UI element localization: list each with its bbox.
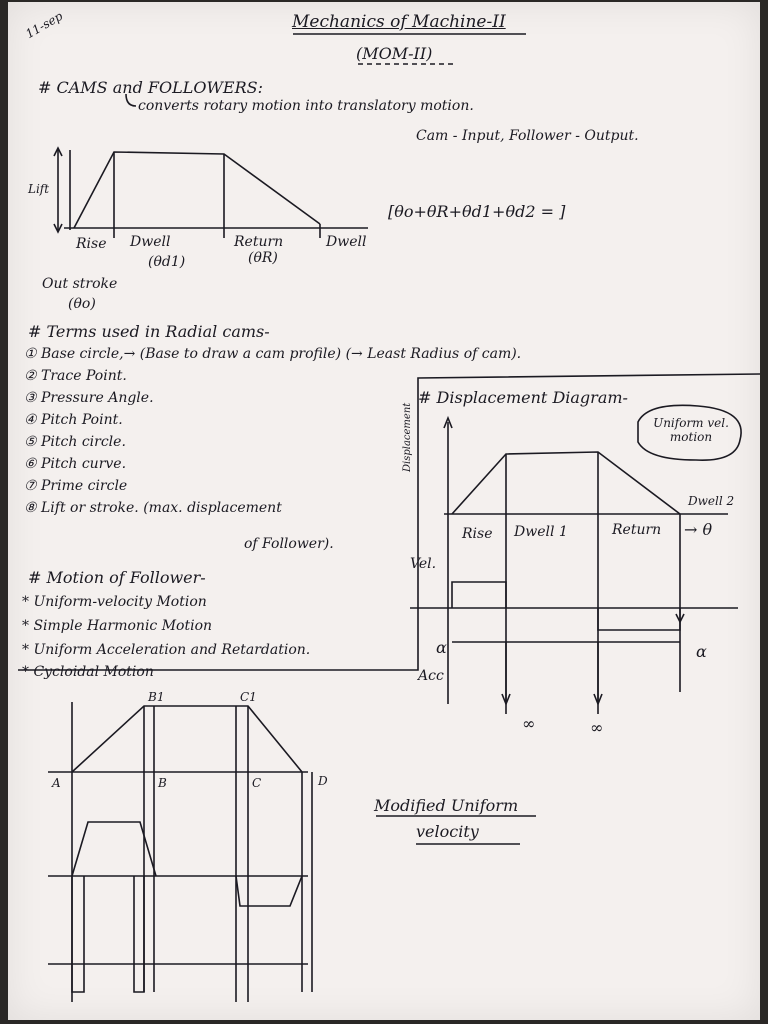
term-item: ③ Pressure Angle. xyxy=(24,390,154,406)
displacement-heading: # Displacement Diagram- xyxy=(418,388,628,407)
vel-return xyxy=(598,608,680,630)
cams-definition: converts rotary motion into translatory motion. xyxy=(138,98,474,114)
bottom-acc-block xyxy=(134,876,144,992)
caption-line1: Modified Uniform xyxy=(374,796,519,815)
alpha-right-label: α xyxy=(696,642,707,661)
term-item: ⑥ Pitch curve. xyxy=(24,456,127,472)
date-label: 11-sep xyxy=(23,8,66,42)
cams-input-output: Cam - Input, Follower - Output. xyxy=(416,128,639,144)
outstroke-label: Out stroke xyxy=(42,276,118,292)
label-dwell2: Dwell xyxy=(326,234,367,250)
terms-heading: # Terms used in Radial cams- xyxy=(28,322,270,341)
term-item: ⑤ Pitch circle. xyxy=(24,434,126,450)
bottom-curve xyxy=(72,706,302,772)
infinity-symbol: ∞ xyxy=(522,714,536,733)
angle-equation: [θo+θR+θd1+θd2 = ] xyxy=(388,202,566,221)
motion-item: * Uniform Acceleration and Retardation. xyxy=(22,642,311,658)
term-item-continuation: of Follower). xyxy=(244,536,334,552)
point-a: A xyxy=(52,776,61,790)
lift-label: Lift xyxy=(28,182,50,196)
disp-x-return: Return xyxy=(612,522,662,538)
outstroke-symbol: (θo) xyxy=(68,296,96,312)
label-return: Return xyxy=(234,234,284,250)
theta-label: → θ xyxy=(684,520,713,539)
dwell2-label: Dwell 2 xyxy=(688,494,735,508)
motion-item: * Uniform-velocity Motion xyxy=(22,594,207,610)
notebook-page xyxy=(8,2,760,1020)
term-item: ④ Pitch Point. xyxy=(24,412,123,428)
point-d: D xyxy=(318,774,328,788)
motion-heading: # Motion of Follower- xyxy=(28,568,206,587)
disp-y-label: Displacement xyxy=(402,402,413,472)
dwell-symbol: (θd1) xyxy=(148,254,186,270)
vel-rise xyxy=(452,582,506,608)
cams-heading: # CAMS and FOLLOWERS: xyxy=(38,78,263,97)
sketch1-lift-curve xyxy=(74,152,320,228)
term-item: ② Trace Point. xyxy=(24,368,127,384)
term-item: ① Base circle,→ (Base to draw a cam profile) (→ Least Radius of cam). xyxy=(24,346,522,362)
term-item: ⑧ Lift or stroke. (max. displacement xyxy=(24,500,282,516)
vel-label: Vel. xyxy=(410,556,437,572)
point-b: B xyxy=(158,776,167,790)
bottom-vel-curve xyxy=(236,876,302,906)
caption-line2: velocity xyxy=(416,822,479,841)
term-item: ⑦ Prime circle xyxy=(24,478,128,494)
return-symbol: (θR) xyxy=(248,250,278,266)
bubble-text: Uniform vel. motion xyxy=(653,416,729,444)
alpha-label: α xyxy=(436,638,447,657)
acc-label: Acc xyxy=(418,668,444,684)
terms-list xyxy=(8,346,521,522)
page-title: Mechanics of Machine-II xyxy=(292,12,506,32)
motion-item: * Simple Harmonic Motion xyxy=(22,618,213,634)
page-subtitle: (MOM-II) xyxy=(356,44,433,63)
motion-item: * Cycloidal Motion xyxy=(22,664,154,680)
bottom-acc-block xyxy=(72,876,84,992)
disp-x-rise: Rise xyxy=(462,526,493,542)
point-b1: B1 xyxy=(148,690,165,704)
point-c: C xyxy=(252,776,262,790)
label-dwell: Dwell xyxy=(130,234,171,250)
disp-x-dwell1: Dwell 1 xyxy=(514,524,568,540)
point-c1: C1 xyxy=(240,690,257,704)
infinity-symbol: ∞ xyxy=(590,718,604,737)
label-rise: Rise xyxy=(76,236,107,252)
